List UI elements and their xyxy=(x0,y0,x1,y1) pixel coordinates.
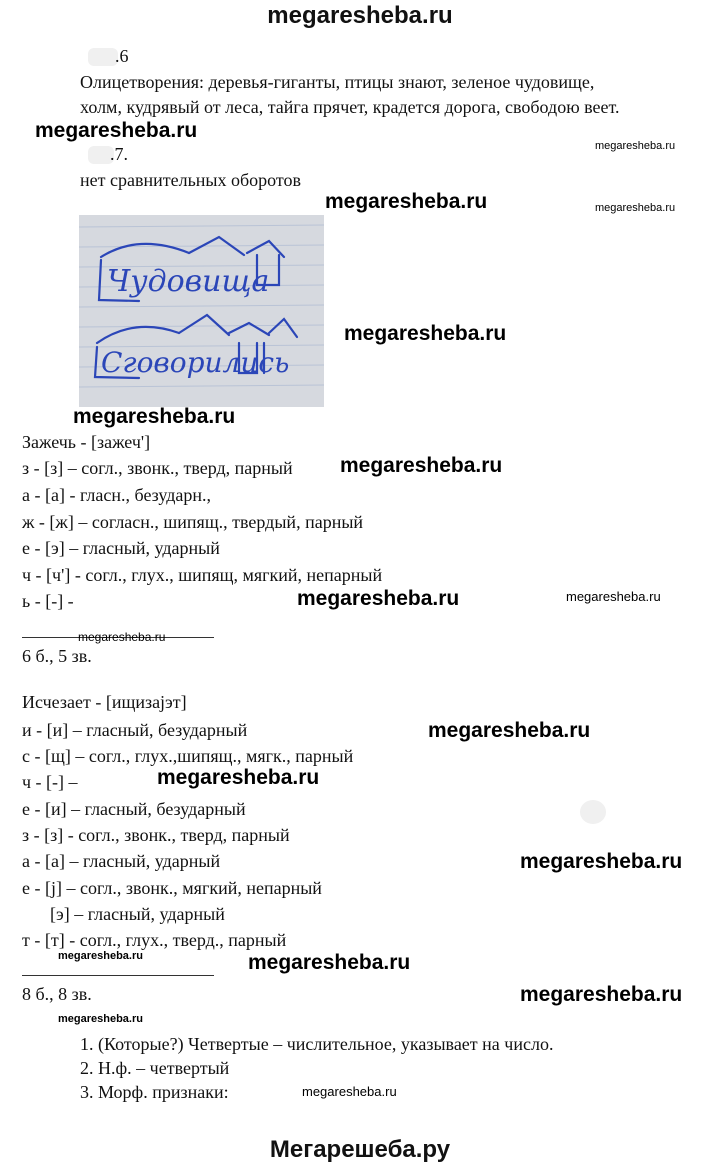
handwritten-word-1: Чудовища xyxy=(107,264,270,299)
phon2-line: т - [т] - согл., глух., тверд., парный xyxy=(22,930,287,950)
page-header: megaresheba.ru xyxy=(267,2,453,29)
watermark: megaresheba.ru xyxy=(344,322,507,345)
phon1-title: Зажечь - [зажеч'] xyxy=(22,432,151,452)
task6-number: .6 xyxy=(115,46,129,66)
task6-line-2: холм, кудрявый от леса, тайга прячет, крадется дорога, свободою веет. xyxy=(80,97,620,117)
task6-line-1: Олицетворения: деревья-гиганты, птицы знают, зеленое чудовище, xyxy=(80,72,595,92)
watermark-small: megaresheba.ru xyxy=(595,140,676,152)
phon2-total: 8 б., 8 зв. xyxy=(22,984,92,1004)
phon2-line: з - [з] - согл., звонк., тверд, парный xyxy=(22,825,290,845)
watermark: megaresheba.ru xyxy=(73,405,236,428)
divider xyxy=(22,975,214,976)
task7-line: нет сравнительных оборотов xyxy=(80,170,302,190)
phon1-line: ч - [ч'] - согл., глух., шипящ, мягкий, непарный xyxy=(22,565,383,585)
phon2-title: Исчезает - [ищизајэт] xyxy=(22,692,187,712)
smudge-blot xyxy=(580,800,606,824)
watermark-small: megaresheba.ru xyxy=(78,630,166,644)
morpheme-diagram xyxy=(79,215,324,407)
watermark-small: megaresheba.ru xyxy=(302,1084,397,1099)
phon1-total: 6 б., 5 зв. xyxy=(22,646,92,666)
task7-number: .7. xyxy=(110,144,128,164)
watermark: megaresheba.ru xyxy=(340,454,503,477)
watermark: megaresheba.ru xyxy=(520,983,683,1006)
phon2-line: е - [и] – гласный, безударный xyxy=(22,799,246,819)
watermark: megaresheba.ru xyxy=(248,951,411,974)
list-item: 3. Морф. признаки: xyxy=(80,1082,229,1102)
page-footer: Мегарешеба.ру xyxy=(269,1136,451,1163)
phon1-line: а - [а] - гласн., безударн., xyxy=(22,485,212,505)
watermark-small: megaresheba.ru xyxy=(58,950,143,962)
phon2-line: [э] – гласный, ударный xyxy=(50,904,225,924)
phon2-line: а - [а] – гласный, ударный xyxy=(22,851,221,871)
list-item: 2. Н.ф. – четвертый xyxy=(80,1058,230,1078)
watermark: megaresheba.ru xyxy=(520,850,683,873)
watermark: megaresheba.ru xyxy=(428,719,591,742)
watermark: megaresheba.ru xyxy=(325,190,488,213)
watermark-small: megaresheba.ru xyxy=(566,589,661,604)
handwriting-photo xyxy=(79,215,324,407)
phon2-line: и - [и] – гласный, безударный xyxy=(22,720,248,740)
phon2-line: ч - [-] – xyxy=(22,772,78,792)
phon1-line: з - [з] – согл., звонк., тверд, парный xyxy=(22,458,293,478)
watermark: megaresheba.ru xyxy=(297,587,460,610)
redacted-number-blot xyxy=(88,48,118,66)
watermark-small: megaresheba.ru xyxy=(58,1013,143,1025)
watermark: megaresheba.ru xyxy=(35,119,198,142)
phon1-line: ь - [-] - xyxy=(22,591,74,611)
list-item: 1. (Которые?) Четвертые – числительное, указывает на число. xyxy=(80,1034,554,1054)
phon1-line: ж - [ж] – согласн., шипящ., твердый, парный xyxy=(22,512,364,532)
watermark-small: megaresheba.ru xyxy=(595,202,676,214)
handwritten-word-2: Сговорились xyxy=(101,346,290,379)
phon1-line: е - [э] – гласный, ударный xyxy=(22,538,220,558)
phon2-line: с - [щ] – согл., глух.,шипящ., мягк., парный xyxy=(22,746,354,766)
watermark: megaresheba.ru xyxy=(157,766,320,789)
phon2-line: е - [j] – согл., звонк., мягкий, непарный xyxy=(22,878,322,898)
